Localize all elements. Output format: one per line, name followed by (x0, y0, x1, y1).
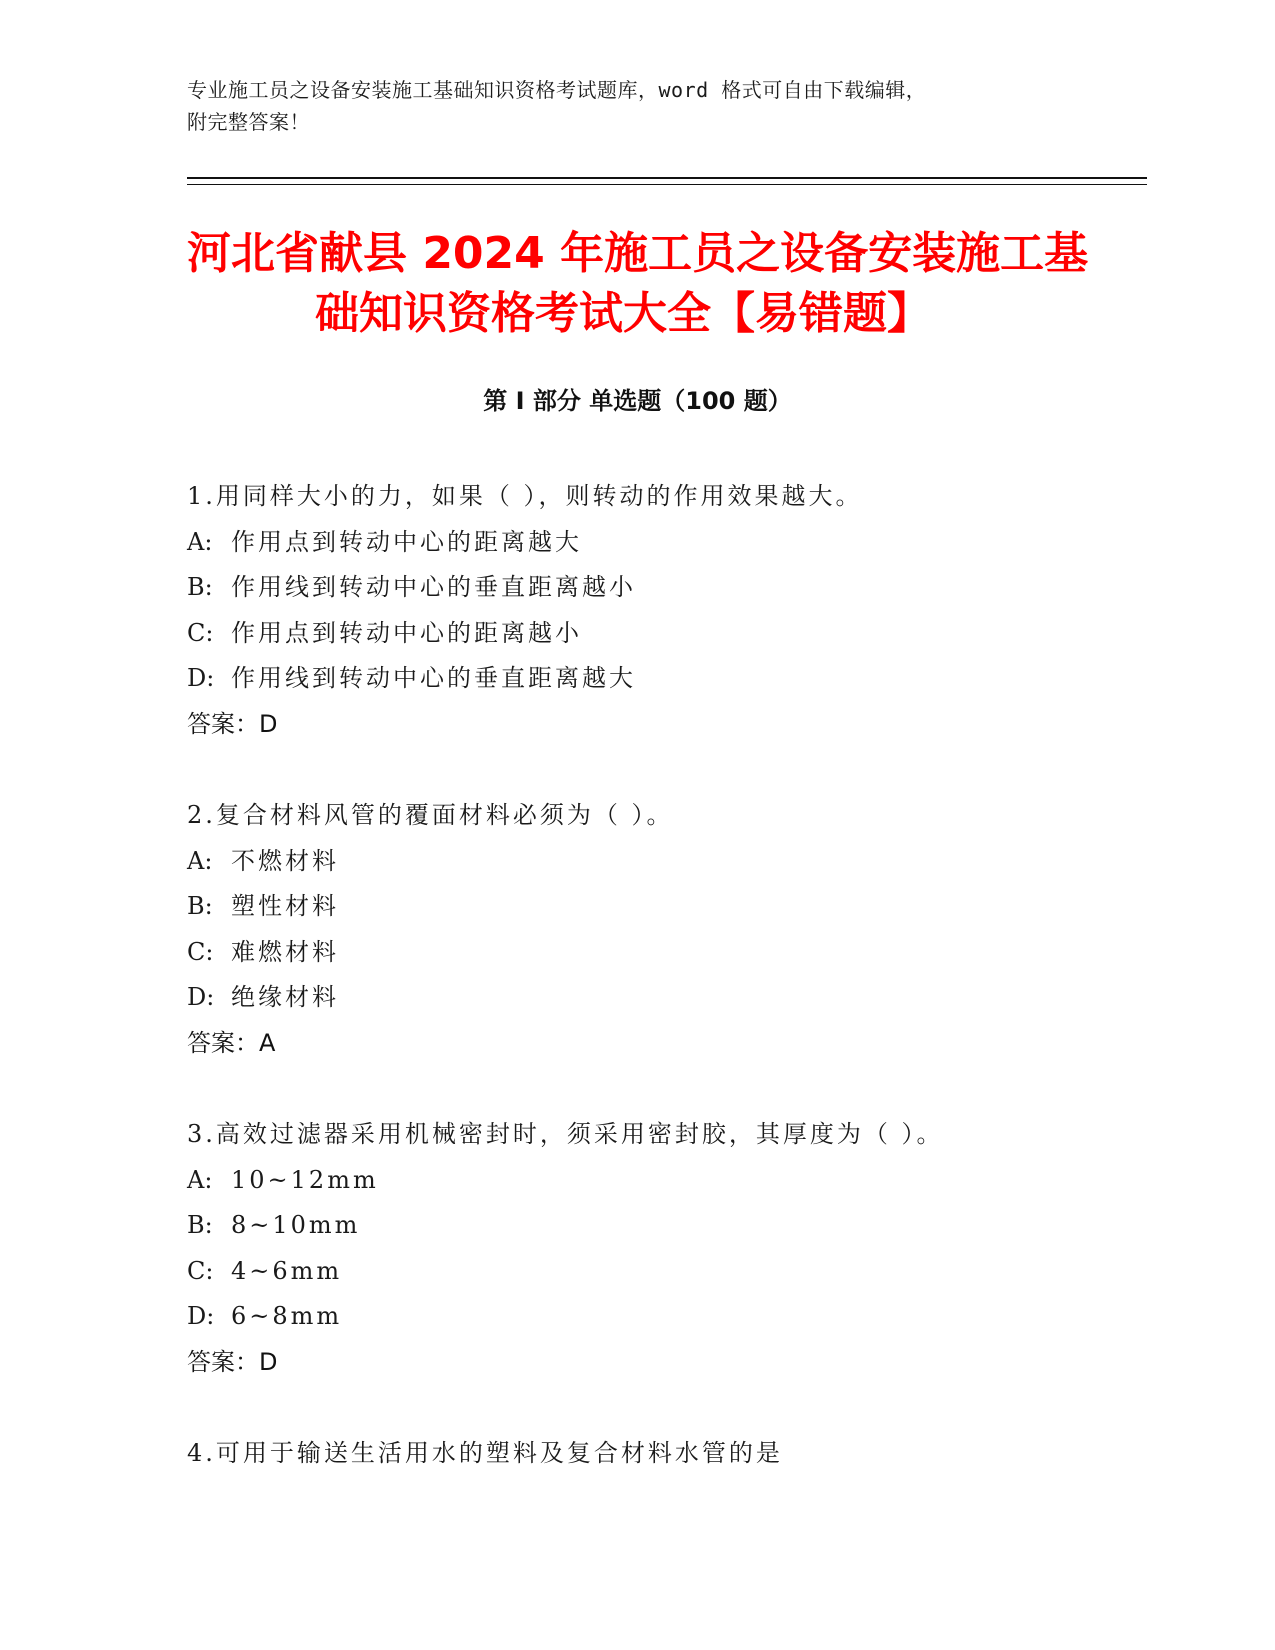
option-b (187, 565, 1147, 611)
option-d (187, 975, 1147, 1021)
question-stem: 2.复合材料风管的覆面材料必须为（ ）。 (187, 801, 674, 829)
option-text: 作用线到转动中心的垂直距离越小 (231, 573, 636, 601)
header-divider-thin (187, 184, 1147, 185)
header-note (187, 74, 1067, 138)
option-a (187, 520, 1147, 566)
section-title: 第 I 部分 单选题（100 题） (483, 387, 792, 415)
answer-value: A (259, 1028, 276, 1057)
answer-label: 答案： (187, 1347, 259, 1376)
option-text: 8~10mm (231, 1211, 361, 1239)
answer-line (187, 1021, 1147, 1067)
option-text: 10~12mm (231, 1165, 379, 1194)
option-text: 作用点到转动中心的距离越大 (231, 527, 582, 556)
option-b (187, 884, 1147, 930)
option-key: D: (187, 1302, 215, 1330)
option-key: D: (187, 983, 215, 1011)
option-a (187, 839, 1147, 885)
option-key: A: (187, 846, 213, 875)
option-key: B: (187, 1211, 213, 1239)
question-4 (187, 1431, 1147, 1477)
answer-label: 答案： (187, 709, 259, 738)
question-2 (187, 793, 1147, 1066)
option-key: C: (187, 937, 214, 966)
question-1 (187, 474, 1147, 747)
option-key: A: (187, 1165, 213, 1194)
option-c (187, 1249, 1147, 1295)
option-c (187, 930, 1147, 976)
option-d (187, 656, 1147, 702)
option-text: 难燃材料 (231, 937, 339, 966)
document-title-line-2: 础知识资格考试大全【易错题】 (315, 288, 931, 339)
option-text: 绝缘材料 (231, 983, 339, 1011)
option-a (187, 1158, 1147, 1204)
header-divider-thick (187, 177, 1147, 179)
question-3 (187, 1112, 1147, 1385)
answer-value: D (259, 1347, 278, 1376)
option-text: 作用点到转动中心的距离越小 (231, 618, 582, 647)
header-note-line-1: 专业施工员之设备安装施工基础知识资格考试题库，word 格式可自由下载编辑， (187, 78, 927, 102)
question-stem: 3.高效过滤器采用机械密封时，须采用密封胶，其厚度为（ ）。 (187, 1120, 944, 1148)
option-b (187, 1203, 1147, 1249)
option-c (187, 611, 1147, 657)
option-key: B: (187, 573, 213, 601)
answer-label: 答案： (187, 1028, 259, 1057)
option-d (187, 1294, 1147, 1340)
option-key: C: (187, 1256, 214, 1285)
answer-line (187, 702, 1147, 748)
document-title-line-1: 河北省献县 2024 年施工员之设备安装施工基 (187, 228, 1089, 279)
option-key: D: (187, 664, 215, 692)
answer-line (187, 1340, 1147, 1386)
option-text: 不燃材料 (231, 846, 339, 875)
document-title (187, 224, 1087, 344)
option-text: 塑性材料 (231, 892, 339, 920)
answer-value: D (259, 709, 278, 738)
header-note-line-2: 附完整答案！ (187, 110, 310, 134)
option-text: 作用线到转动中心的垂直距离越大 (231, 664, 636, 692)
option-key: C: (187, 618, 214, 647)
option-key: A: (187, 527, 213, 556)
option-key: B: (187, 892, 213, 920)
option-text: 6~8mm (231, 1302, 343, 1330)
question-stem: 1.用同样大小的力，如果（ ），则转动的作用效果越大。 (187, 482, 863, 510)
question-stem: 4.可用于输送生活用水的塑料及复合材料水管的是 (187, 1439, 783, 1467)
question-list (187, 474, 1147, 1523)
option-text: 4~6mm (231, 1256, 343, 1285)
